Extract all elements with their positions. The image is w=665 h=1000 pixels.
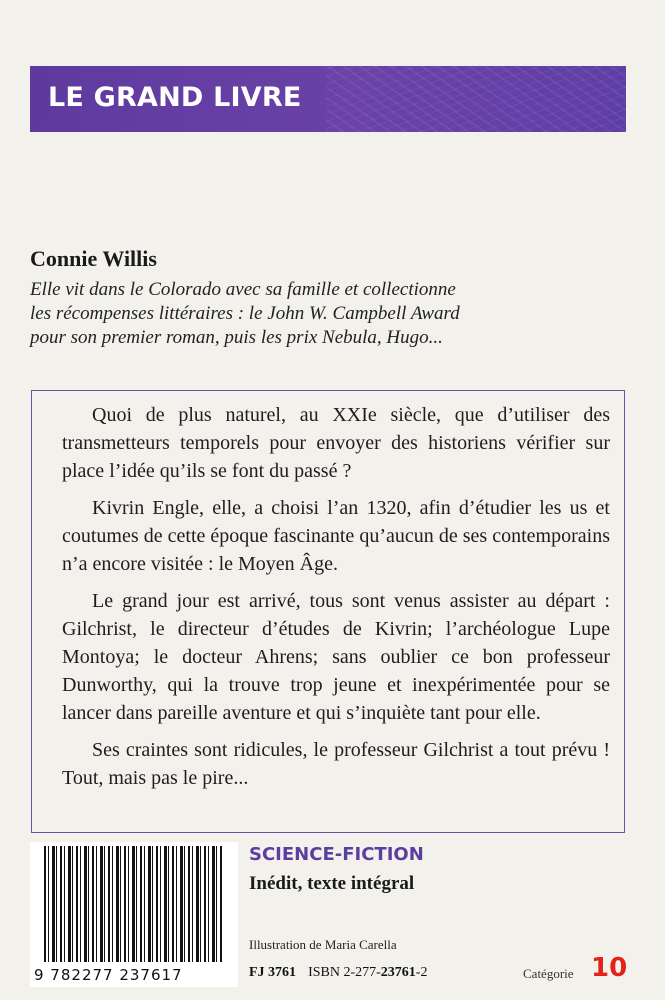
collection-banner — [30, 66, 626, 132]
isbn — [308, 965, 427, 980]
category-label: Catégorie — [523, 966, 574, 981]
synopsis-paragraph: Kivrin Engle, elle, a choisi l’an 1320, afin d’étudier les us et coutumes de cette époque fascinante qu’aucun de ses contemporains n’a encore visitée : le Moyen Âge. — [62, 497, 610, 575]
banner-texture — [326, 66, 626, 132]
genre-label: SCIENCE-FICTION — [249, 844, 424, 865]
edition-label: Inédit, texte intégral — [249, 873, 415, 894]
author-name: Connie Willis — [30, 246, 157, 271]
barcode-digits: 9 782277 237617 — [34, 966, 183, 984]
barcode — [30, 842, 238, 987]
synopsis-text — [62, 401, 610, 801]
isbn-bold: 23761 — [380, 965, 416, 980]
fj-code: FJ 3761 — [249, 965, 297, 980]
barcode-bars — [44, 846, 224, 962]
author-bio-line: Elle vit dans le Colorado avec sa famille et collectionne — [30, 279, 456, 300]
collection-title: LE GRAND LIVRE — [48, 82, 302, 113]
author-bio-line: pour son premier roman, puis les prix Nebula, Hugo... — [30, 327, 443, 348]
book-codes — [249, 965, 427, 981]
synopsis-paragraph: Ses craintes sont ridicules, le professeur Gilchrist a tout prévu ! Tout, mais pas le pire... — [62, 739, 610, 789]
category-number: 10 — [591, 953, 628, 983]
synopsis-box — [31, 390, 625, 833]
author-bio-line: les récompenses littéraires : le John W. Campbell Award — [30, 303, 460, 324]
author-bio — [30, 278, 630, 350]
isbn-prefix: ISBN 2-277- — [308, 965, 381, 980]
synopsis-paragraph: Le grand jour est arrivé, tous sont venus assister au départ : Gilchrist, le directeur d’études de Kivrin; l’archéologue Lupe Montoya; le docteur Ahrens; sans oublier ce bon professeur Dunworthy, qui la trouve trop jeune et inexpérimentée pour se lancer dans pareille aventure et qui s’inquiète tant pour elle. — [62, 590, 610, 724]
illustration-credit: Illustration de Maria Carella — [249, 937, 397, 952]
synopsis-paragraph: Quoi de plus naturel, au XXIe siècle, que d’utiliser des transmetteurs temporels pour envoyer des historiens vérifier sur place l’idée qu’ils se font du passé ? — [62, 404, 610, 482]
isbn-suffix: -2 — [415, 965, 428, 980]
